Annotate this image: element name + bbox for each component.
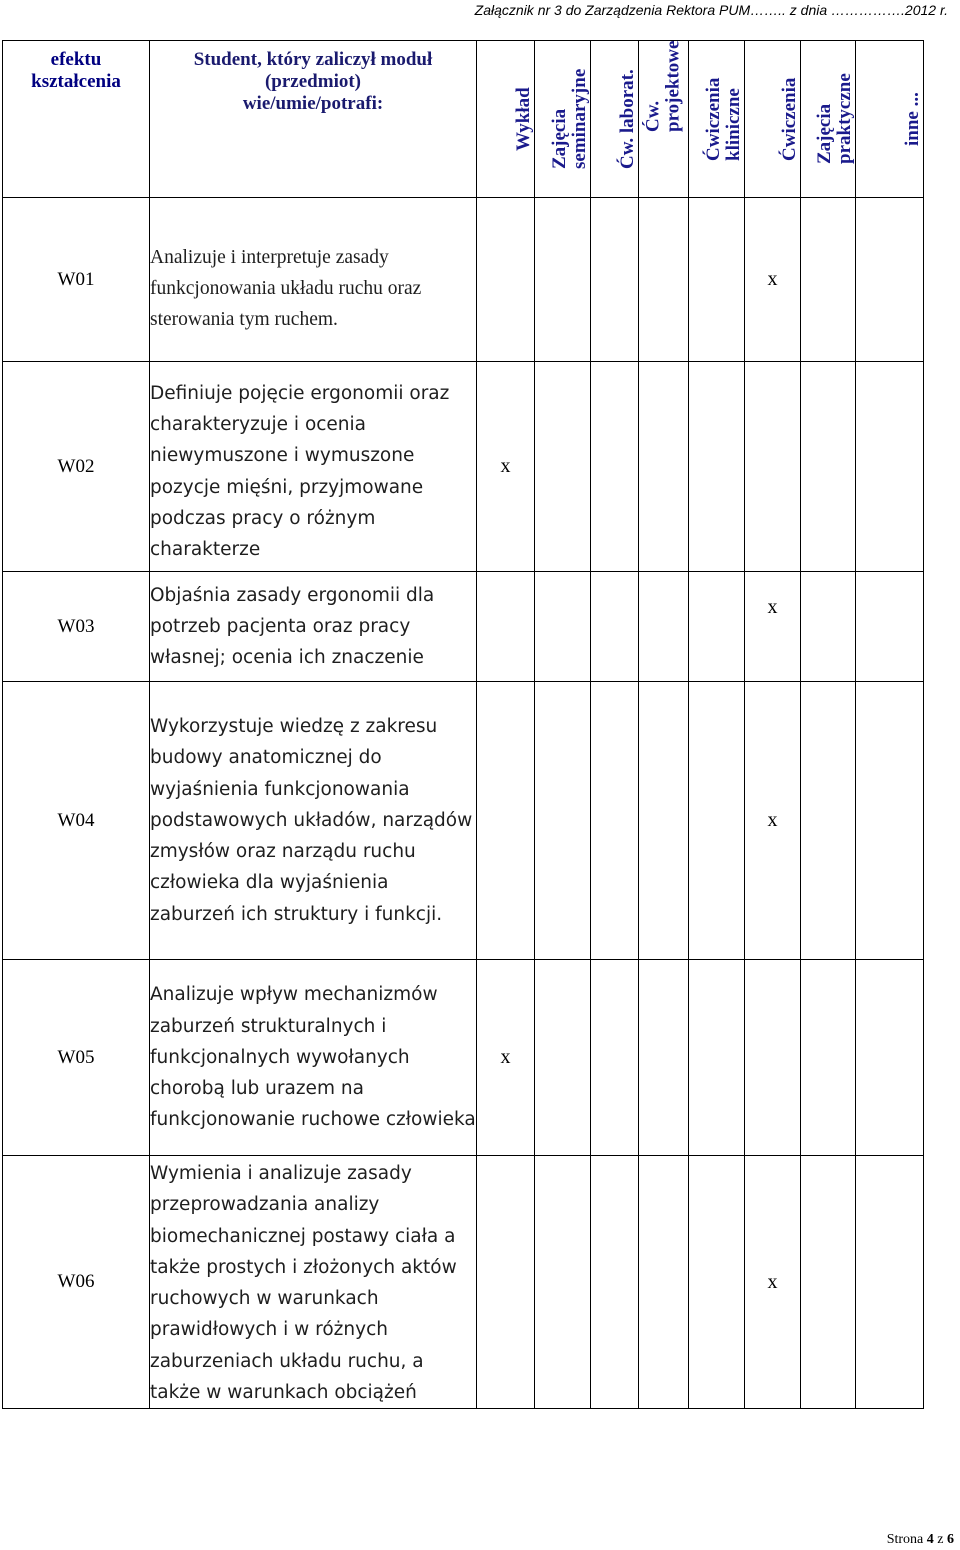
outcome-code: W06 (3, 1156, 150, 1409)
outcome-code: W05 (3, 960, 150, 1156)
outcome-code: W01 (3, 198, 150, 362)
mark-cell (801, 572, 856, 682)
learning-outcomes-table (2, 40, 924, 1409)
mark-cell (745, 960, 801, 1156)
mark-cell: x (745, 1156, 801, 1409)
mark-cell (639, 1156, 689, 1409)
outcome-description: Wykorzystuje wiedzę z zakresu budowy anatomicznej do wyjaśnienia funkcjonowania podstawowych układów, narządów zmysłów oraz narządu ruchu człowieka dla wyjaśnienia zaburzeń ich struktury i funkcji. (150, 682, 477, 960)
outcome-description: Analizuje i interpretuje zasady funkcjonowania układu ruchu oraz sterowania tym ruchem. (150, 198, 477, 362)
mark-cell (535, 362, 591, 572)
outcome-code: W03 (3, 572, 150, 682)
mark-cell (856, 362, 924, 572)
mark-cell (801, 682, 856, 960)
footer-prefix: Strona (886, 1532, 927, 1547)
form-header-projektowe: Ćw. projektowe (639, 41, 689, 198)
mark-cell (801, 198, 856, 362)
mark-cell (477, 572, 535, 682)
outcome-code: W02 (3, 362, 150, 572)
table-row (3, 682, 924, 960)
table-row (3, 572, 924, 682)
form-header-inne: inne ... (856, 41, 924, 198)
mark-cell (689, 198, 745, 362)
mark-cell (535, 960, 591, 1156)
mark-cell (801, 960, 856, 1156)
table-row (3, 1156, 924, 1409)
mark-cell (639, 362, 689, 572)
outcome-description: Objaśnia zasady ergonomii dla potrzeb pacjenta oraz pracy własnej; ocenia ich znaczenie (150, 572, 477, 682)
form-header-cwiczenia: Ćwiczenia (745, 41, 801, 198)
mark-cell (689, 682, 745, 960)
form-header-kliniczne: Ćwiczenia kliniczne (689, 41, 745, 198)
form-header-praktyczne: Zajęcia praktyczne (801, 41, 856, 198)
outcome-description: Wymienia i analizuje zasady przeprowadzania analizy biomechanicznej postawy ciała a także prostych i złożonych aktów ruchowych w warunkach prawidłowych i w różnych zaburzeniach układu ruchu, a także w warunkach obciążeń (150, 1156, 477, 1409)
mark-cell: x (745, 198, 801, 362)
mark-cell (801, 362, 856, 572)
mark-cell (477, 682, 535, 960)
mark-cell (639, 198, 689, 362)
mark-cell (689, 572, 745, 682)
mark-cell (856, 682, 924, 960)
mark-cell (535, 682, 591, 960)
total-pages-number: 6 (947, 1532, 954, 1547)
mark-cell (639, 682, 689, 960)
mark-cell: x (477, 362, 535, 572)
outcome-code: W04 (3, 682, 150, 960)
form-header-wyklad: Wykład (477, 41, 535, 198)
mark-cell (477, 198, 535, 362)
table-row (3, 960, 924, 1156)
mark-cell (801, 1156, 856, 1409)
mark-cell (856, 198, 924, 362)
mark-cell (535, 1156, 591, 1409)
mark-cell (591, 682, 639, 960)
table-header-row (3, 41, 924, 198)
mark-cell (591, 960, 639, 1156)
mark-cell (639, 572, 689, 682)
table-row (3, 362, 924, 572)
outcome-description: Analizuje wpływ mechanizmów zaburzeń strukturalnych i funkcjonalnych wywołanych chorobą lub urazem na funkcjonowanie ruchowe człowieka (150, 960, 477, 1156)
mark-cell: x (745, 572, 801, 682)
mark-cell (535, 198, 591, 362)
mark-cell (591, 572, 639, 682)
mark-cell (856, 960, 924, 1156)
form-header-laborat: Ćw. laborat. (591, 41, 639, 198)
mark-cell (639, 960, 689, 1156)
current-page-number: 4 (926, 1532, 934, 1547)
description-column-header: Student, który zaliczył moduł (przedmiot) wie/umie/potrafi: (150, 41, 477, 198)
mark-cell (689, 960, 745, 1156)
mark-cell: x (745, 682, 801, 960)
mark-cell: x (477, 960, 535, 1156)
page-number-footer (887, 1532, 954, 1548)
outcome-description: Definiuje pojęcie ergonomii oraz charakteryzuje i ocenia niewymuszone i wymuszone pozycje mięśni, przyjmowane podczas pracy o różnym charakterze (150, 362, 477, 572)
mark-cell (535, 572, 591, 682)
mark-cell (856, 1156, 924, 1409)
table-row (3, 198, 924, 362)
mark-cell (591, 362, 639, 572)
mark-cell (477, 1156, 535, 1409)
form-header-seminaryjne: Zajęcia seminaryjne (535, 41, 591, 198)
mark-cell (745, 362, 801, 572)
footer-middle: z (933, 1532, 947, 1547)
mark-cell (591, 1156, 639, 1409)
document-header-note: Załącznik nr 3 do Zarządzenia Rektora PUM…….. z dnia …………….2012 r. (474, 2, 948, 18)
mark-cell (689, 362, 745, 572)
mark-cell (689, 1156, 745, 1409)
mark-cell (856, 572, 924, 682)
mark-cell (591, 198, 639, 362)
code-column-header: efektu kształcenia (3, 41, 150, 198)
